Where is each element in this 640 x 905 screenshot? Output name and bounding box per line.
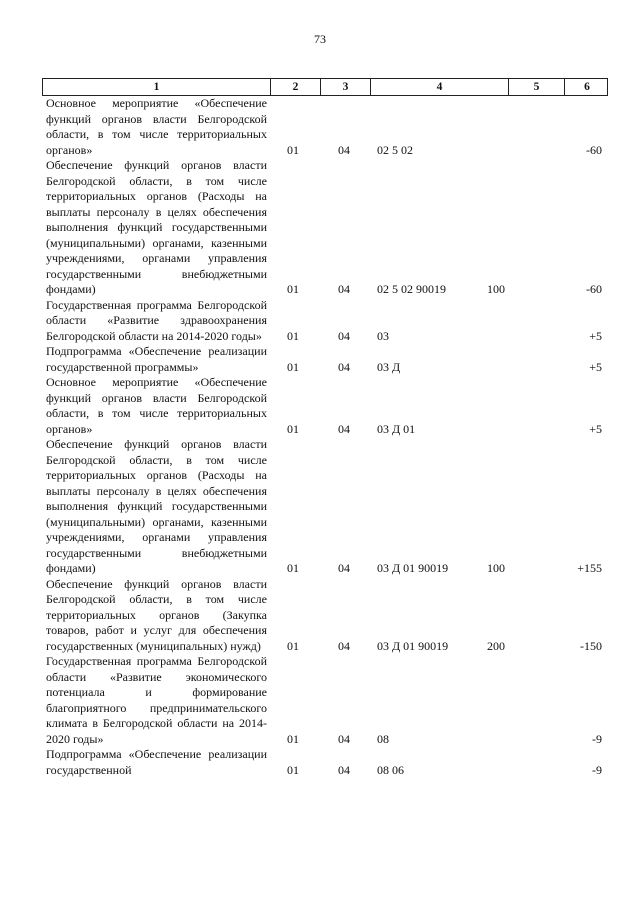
table-row <box>42 158 608 298</box>
row-section: 01 <box>287 421 299 436</box>
row-section: 01 <box>287 328 299 343</box>
row-amount: -60 <box>586 282 602 296</box>
row-amount: +5 <box>589 328 602 343</box>
row-subsection: 04 <box>338 359 350 374</box>
row-subsection: 04 <box>338 282 350 296</box>
row-subsection: 04 <box>338 421 350 436</box>
row-subsection: 04 <box>338 561 350 575</box>
row-target-article: 02 5 02 <box>377 142 413 157</box>
row-section: 01 <box>287 282 299 296</box>
row-subsection: 04 <box>338 762 350 777</box>
row-amount: -150 <box>580 638 602 653</box>
row-section: 01 <box>287 359 299 374</box>
row-expense-type: 200 <box>487 638 505 653</box>
row-amount: +155 <box>577 561 602 575</box>
table-row <box>42 747 608 778</box>
header-col-3: 3 <box>320 79 370 95</box>
row-target-article: 03 Д 01 90019 <box>377 638 449 653</box>
row-amount: -9 <box>592 762 602 777</box>
table-row <box>42 437 608 577</box>
table-row <box>42 375 608 437</box>
row-description: Обеспечение функций органов власти Белгородской области, в том числе территориальных органов (Расходы на выплаты персоналу в целях обеспечения выполнения функций государственными (муниципальными) органами, казенными учреждениями, органами управления государственными внебюджетными фондами) <box>46 437 267 575</box>
row-description: Основное мероприятие «Обеспечение функций органов власти Белгородской области, в том числе территориальных органов» <box>46 96 267 157</box>
header-col-4: 4 <box>370 79 508 95</box>
table-row <box>42 654 608 747</box>
table-row <box>42 298 608 345</box>
row-subsection: 04 <box>338 638 350 653</box>
row-target-article: 08 06 <box>377 762 404 777</box>
row-amount: +5 <box>589 359 602 374</box>
table-row <box>42 344 608 375</box>
row-amount: +5 <box>589 421 602 436</box>
row-description: Подпрограмма «Обеспечение реализации государственной <box>46 747 267 777</box>
page-number: 73 <box>314 32 326 46</box>
row-section: 01 <box>287 731 299 746</box>
row-description: Обеспечение функций органов власти Белгородской области, в том числе территориальных органов (Расходы на выплаты персоналу в целях обеспечения выполнения функций государственными (муниципальными) органами, казенными учреждениями, органами управления государственными внебюджетными фондами) <box>46 158 267 296</box>
row-expense-type: 100 <box>487 561 505 575</box>
row-section: 01 <box>287 638 299 653</box>
row-target-article: 03 <box>377 328 389 343</box>
row-expense-type: 100 <box>487 282 505 296</box>
row-section: 01 <box>287 561 299 575</box>
row-amount: -60 <box>586 142 602 157</box>
row-amount: -9 <box>592 731 602 746</box>
row-target-article: 03 Д 01 <box>377 421 416 436</box>
row-subsection: 04 <box>338 731 350 746</box>
table-header-row <box>42 78 608 96</box>
row-target-article: 03 Д <box>377 359 401 374</box>
row-target-article: 08 <box>377 731 389 746</box>
row-subsection: 04 <box>338 328 350 343</box>
row-description: Государственная программа Белгородской области «Развитие экономического потенциала и формирование благоприятного предпринимательского климата в Белгородской области на 2014-2020 годы» <box>46 654 267 746</box>
row-section: 01 <box>287 762 299 777</box>
header-col-1: 1 <box>153 81 160 93</box>
table-row <box>42 577 608 655</box>
row-description: Основное мероприятие «Обеспечение функций органов власти Белгородской области, в том числе территориальных органов» <box>46 375 267 436</box>
header-col-6: 6 <box>564 79 609 95</box>
row-target-article: 02 5 02 90019 <box>377 282 446 296</box>
row-section: 01 <box>287 142 299 157</box>
header-col-2: 2 <box>270 79 320 95</box>
row-description: Государственная программа Белгородской области «Развитие здравоохранения Белгородской области на 2014-2020 годы» <box>46 297 267 343</box>
row-description: Обеспечение функций органов власти Белгородской области, в том числе территориальных органов (Закупка товаров, работ и услуг для обеспечения государственных (муниципальных) нужд) <box>46 576 267 653</box>
budget-table <box>42 78 608 778</box>
table-row <box>42 96 608 158</box>
row-subsection: 04 <box>338 142 350 157</box>
row-target-article: 03 Д 01 90019 <box>377 561 449 575</box>
header-col-5: 5 <box>508 79 564 95</box>
row-description: Подпрограмма «Обеспечение реализации государственной программы» <box>46 344 267 374</box>
